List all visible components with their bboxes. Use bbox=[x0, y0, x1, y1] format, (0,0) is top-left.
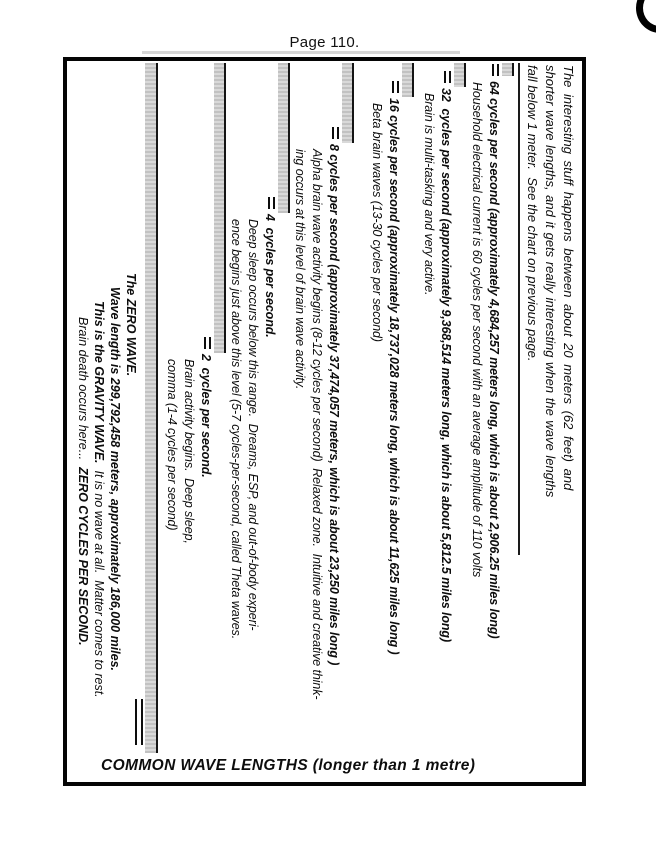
wave-bar-4 bbox=[278, 63, 290, 213]
wave-heading-64 bbox=[486, 64, 501, 639]
zero-wave-line-1: The ZERO WAVE. bbox=[124, 273, 138, 377]
wave-heading-text: 32 cycles per second (approximately 9,368,514 meters long, which is about 5,812.5 miles long) bbox=[439, 88, 453, 643]
wave-bar-2 bbox=[214, 63, 226, 353]
wave-heading-text: 16 cycles per second (approximately 18,737,028 meters long, which is about 11,625 miles long ) bbox=[387, 98, 401, 655]
bar-end-tick-icon bbox=[392, 81, 399, 93]
wave-bar-zero bbox=[145, 63, 158, 753]
wave-heading-32 bbox=[438, 71, 453, 642]
wave-body-8-line-1: Alpha brain wave activity begins (8-12 cycles per second) Relaxed zone. Intuitive and creative think- bbox=[310, 149, 324, 700]
chart-title: COMMON WAVE LENGTHS (longer than 1 metre) bbox=[101, 757, 476, 774]
gravity-wave-label: This is the GRAVITY WAVE. bbox=[92, 301, 106, 464]
wave-body-64: Household electrical current is 60 cycles per second with an average amplitude of 110 volts bbox=[470, 82, 484, 578]
wave-heading-2 bbox=[198, 337, 213, 478]
zero-cycles-label: ZERO CYCLES PER SECOND. bbox=[76, 467, 90, 646]
wave-heading-4 bbox=[262, 197, 277, 338]
bar-end-tick-icon bbox=[492, 64, 499, 76]
bar-end-tick-icon bbox=[444, 71, 451, 83]
wave-bar-8 bbox=[342, 63, 354, 143]
bar-end-tick-icon bbox=[268, 197, 275, 209]
wave-heading-text: 64 cycles per second (approximately 4,684,257 meters long, which is about 2,906.25 miles long) bbox=[487, 81, 501, 639]
zero-wave-line-2: Wave length is 299,792,458 meters, approximately 186,000 miles. bbox=[108, 287, 122, 672]
wave-bar-64 bbox=[502, 63, 514, 76]
wave-heading-text: 4 cycles per second. bbox=[263, 214, 277, 338]
bar-end-tick-icon bbox=[332, 127, 339, 139]
wave-body-16: Beta brain waves (13-30 cycles per second) bbox=[370, 103, 384, 342]
rotated-content bbox=[67, 61, 582, 782]
zero-wave-line-3 bbox=[91, 301, 106, 698]
wave-heading-text: 8 cycles per second (approximately 37,474,057 meters, which is about 23,250 miles long ) bbox=[327, 144, 341, 666]
wave-heading-text: 2 cycles per second. bbox=[199, 354, 213, 478]
wave-body-4-line-1: Deep sleep occurs below this range. Dreams, ESP, and out-of-body experi- bbox=[246, 219, 260, 631]
wave-body-2-line-2: comma (1-4 cycles per second) bbox=[165, 359, 179, 531]
wave-body-4-line-2: ence begins just above this level (5-7 cycles-per-second, called Theta waves. bbox=[229, 219, 243, 640]
intro-line-2: shorter wave lengths, and it gets really interesting when the wave lengths bbox=[543, 65, 558, 498]
chart-frame bbox=[63, 57, 586, 786]
wave-body-32: Brain is multi-tasking and very active. bbox=[422, 93, 436, 296]
zero-bar-end-tick-icon bbox=[135, 699, 143, 745]
gravity-wave-text: It is no wave at all. Matter comes to rest. bbox=[92, 463, 106, 698]
wave-body-8-line-2: ing occurs at this level of brain wave activity. bbox=[293, 149, 307, 390]
intro-line-3: fall below 1 meter. See the chart on previous page. bbox=[525, 65, 540, 362]
page-number-header: Page 110. bbox=[289, 34, 360, 51]
wave-bar-16 bbox=[402, 63, 414, 97]
scan-smudge bbox=[142, 51, 460, 54]
intro-line-1: The interesting stuff happens between about 20 meters (62 feet) and bbox=[561, 65, 576, 491]
page-curl-artifact bbox=[636, 0, 656, 33]
section-divider-rule bbox=[518, 63, 520, 555]
wave-bar-32 bbox=[454, 63, 466, 87]
wave-body-2-line-1: Brain activity begins. Deep sleep, bbox=[182, 359, 196, 544]
wave-heading-16 bbox=[386, 81, 401, 655]
bar-end-tick-icon bbox=[204, 337, 211, 349]
brain-death-text: Brain death occurs here... bbox=[76, 317, 90, 468]
zero-wave-line-4 bbox=[75, 317, 90, 646]
wave-heading-8 bbox=[326, 127, 341, 665]
